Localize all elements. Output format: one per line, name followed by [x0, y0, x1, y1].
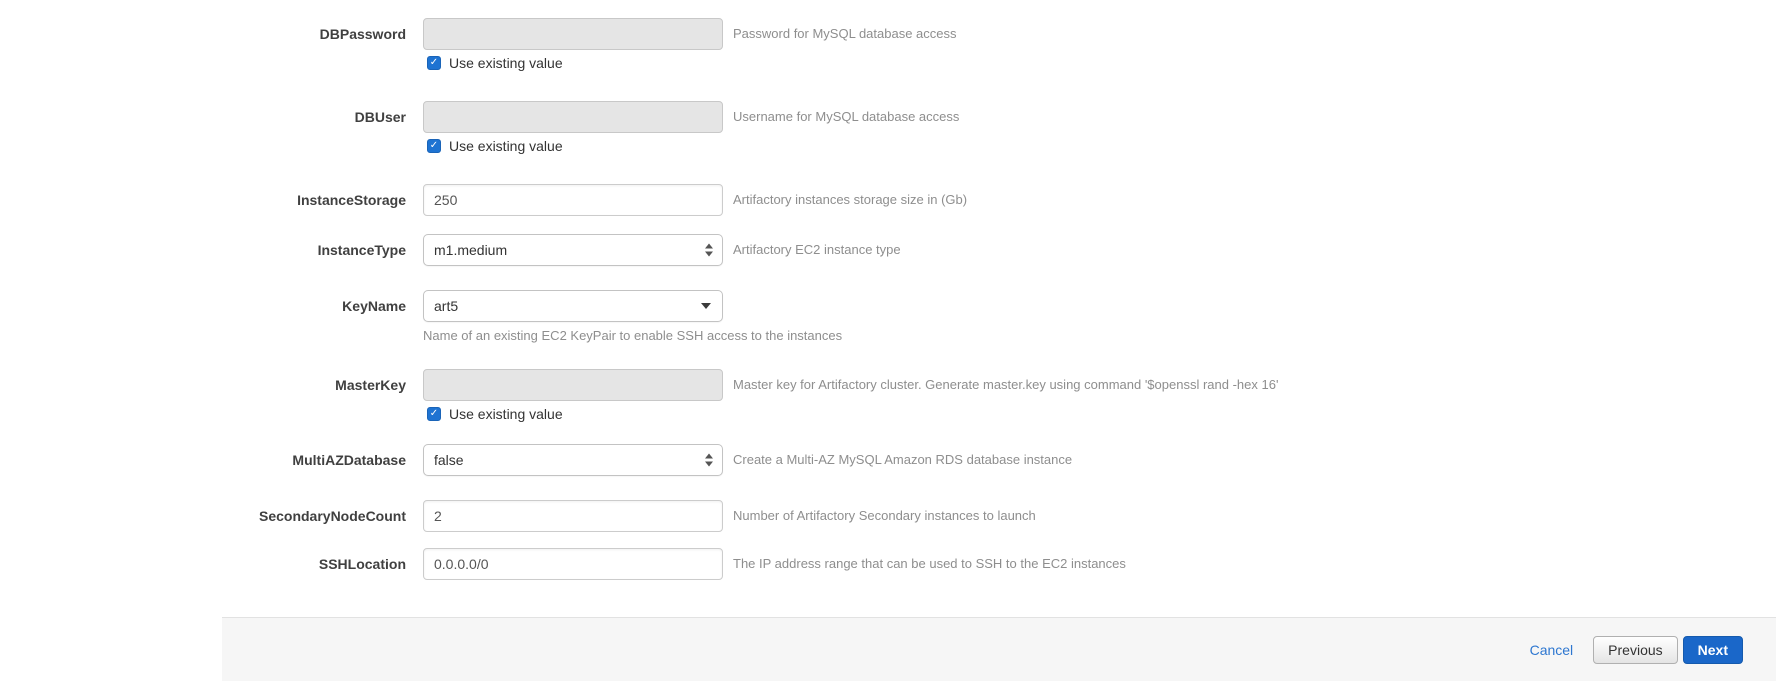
- keyname-select[interactable]: [423, 290, 723, 322]
- sshlocation-input[interactable]: [423, 548, 723, 580]
- instancetype-description: Artifactory EC2 instance type: [733, 242, 901, 257]
- select-spinner-icon: [705, 244, 713, 257]
- keyname-selected-value: art5: [434, 298, 459, 314]
- param-row-sshlocation: [222, 548, 1776, 580]
- param-row-instancetype: [222, 234, 1776, 266]
- secondarynodecount-label: SecondaryNodeCount: [258, 508, 406, 524]
- keyname-help-text: Name of an existing EC2 KeyPair to enable SSH access to the instances: [423, 328, 843, 343]
- dbuser-label: DBUser: [354, 109, 406, 125]
- sshlocation-label: SSHLocation: [318, 556, 406, 572]
- secondarynodecount-description: Number of Artifactory Secondary instances to launch: [733, 508, 1036, 523]
- checkbox-checked-icon[interactable]: [427, 139, 441, 153]
- multiazdatabase-selected-value: false: [434, 452, 464, 468]
- checkbox-checked-icon[interactable]: [427, 56, 441, 70]
- instancetype-selected-value: m1.medium: [434, 242, 508, 258]
- checkbox-label: Use existing value: [449, 406, 563, 422]
- masterkey-description: Master key for Artifactory cluster. Generate master.key using command '$openssl rand -hex 16': [733, 377, 1279, 392]
- param-row-secondarynodecount: [222, 500, 1776, 532]
- param-row-instancestorage: [222, 184, 1776, 216]
- multiazdatabase-select[interactable]: [423, 444, 723, 476]
- masterkey-use-existing-checkbox[interactable]: [423, 406, 723, 422]
- secondarynodecount-input[interactable]: [423, 500, 723, 532]
- masterkey-input[interactable]: [423, 369, 723, 401]
- checkbox-label: Use existing value: [449, 138, 563, 154]
- dbpassword-use-existing-checkbox[interactable]: [423, 55, 723, 71]
- masterkey-label: MasterKey: [335, 377, 406, 393]
- dbuser-description: Username for MySQL database access: [733, 109, 960, 124]
- multiazdatabase-label: MultiAZDatabase: [292, 452, 406, 468]
- sshlocation-description: The IP address range that can be used to SSH to the EC2 instances: [733, 556, 1126, 571]
- next-button[interactable]: Next: [1683, 636, 1743, 664]
- param-row-masterkey: [222, 369, 1776, 422]
- dbpassword-label: DBPassword: [319, 26, 406, 42]
- param-row-keyname: [222, 290, 1776, 343]
- dbuser-use-existing-checkbox[interactable]: [423, 138, 723, 154]
- param-row-multiazdatabase: [222, 444, 1776, 476]
- keyname-label: KeyName: [342, 298, 406, 314]
- multiazdatabase-description: Create a Multi-AZ MySQL Amazon RDS database instance: [733, 452, 1073, 467]
- dbuser-input[interactable]: [423, 101, 723, 133]
- previous-button[interactable]: Previous: [1593, 636, 1677, 664]
- select-caret-icon: [701, 303, 711, 309]
- instancestorage-input[interactable]: [423, 184, 723, 216]
- instancestorage-label: InstanceStorage: [297, 192, 406, 208]
- param-row-dbuser: [222, 101, 1776, 154]
- select-spinner-icon: [705, 454, 713, 467]
- param-row-dbpassword: [222, 18, 1776, 71]
- dbpassword-description: Password for MySQL database access: [733, 26, 957, 41]
- instancetype-select[interactable]: [423, 234, 723, 266]
- checkbox-checked-icon[interactable]: [427, 407, 441, 421]
- cancel-button[interactable]: Cancel: [1529, 641, 1574, 658]
- wizard-footer: [222, 617, 1776, 681]
- checkbox-label: Use existing value: [449, 55, 563, 71]
- instancetype-label: InstanceType: [317, 242, 406, 258]
- instancestorage-description: Artifactory instances storage size in (Gb): [733, 192, 968, 207]
- dbpassword-input[interactable]: [423, 18, 723, 50]
